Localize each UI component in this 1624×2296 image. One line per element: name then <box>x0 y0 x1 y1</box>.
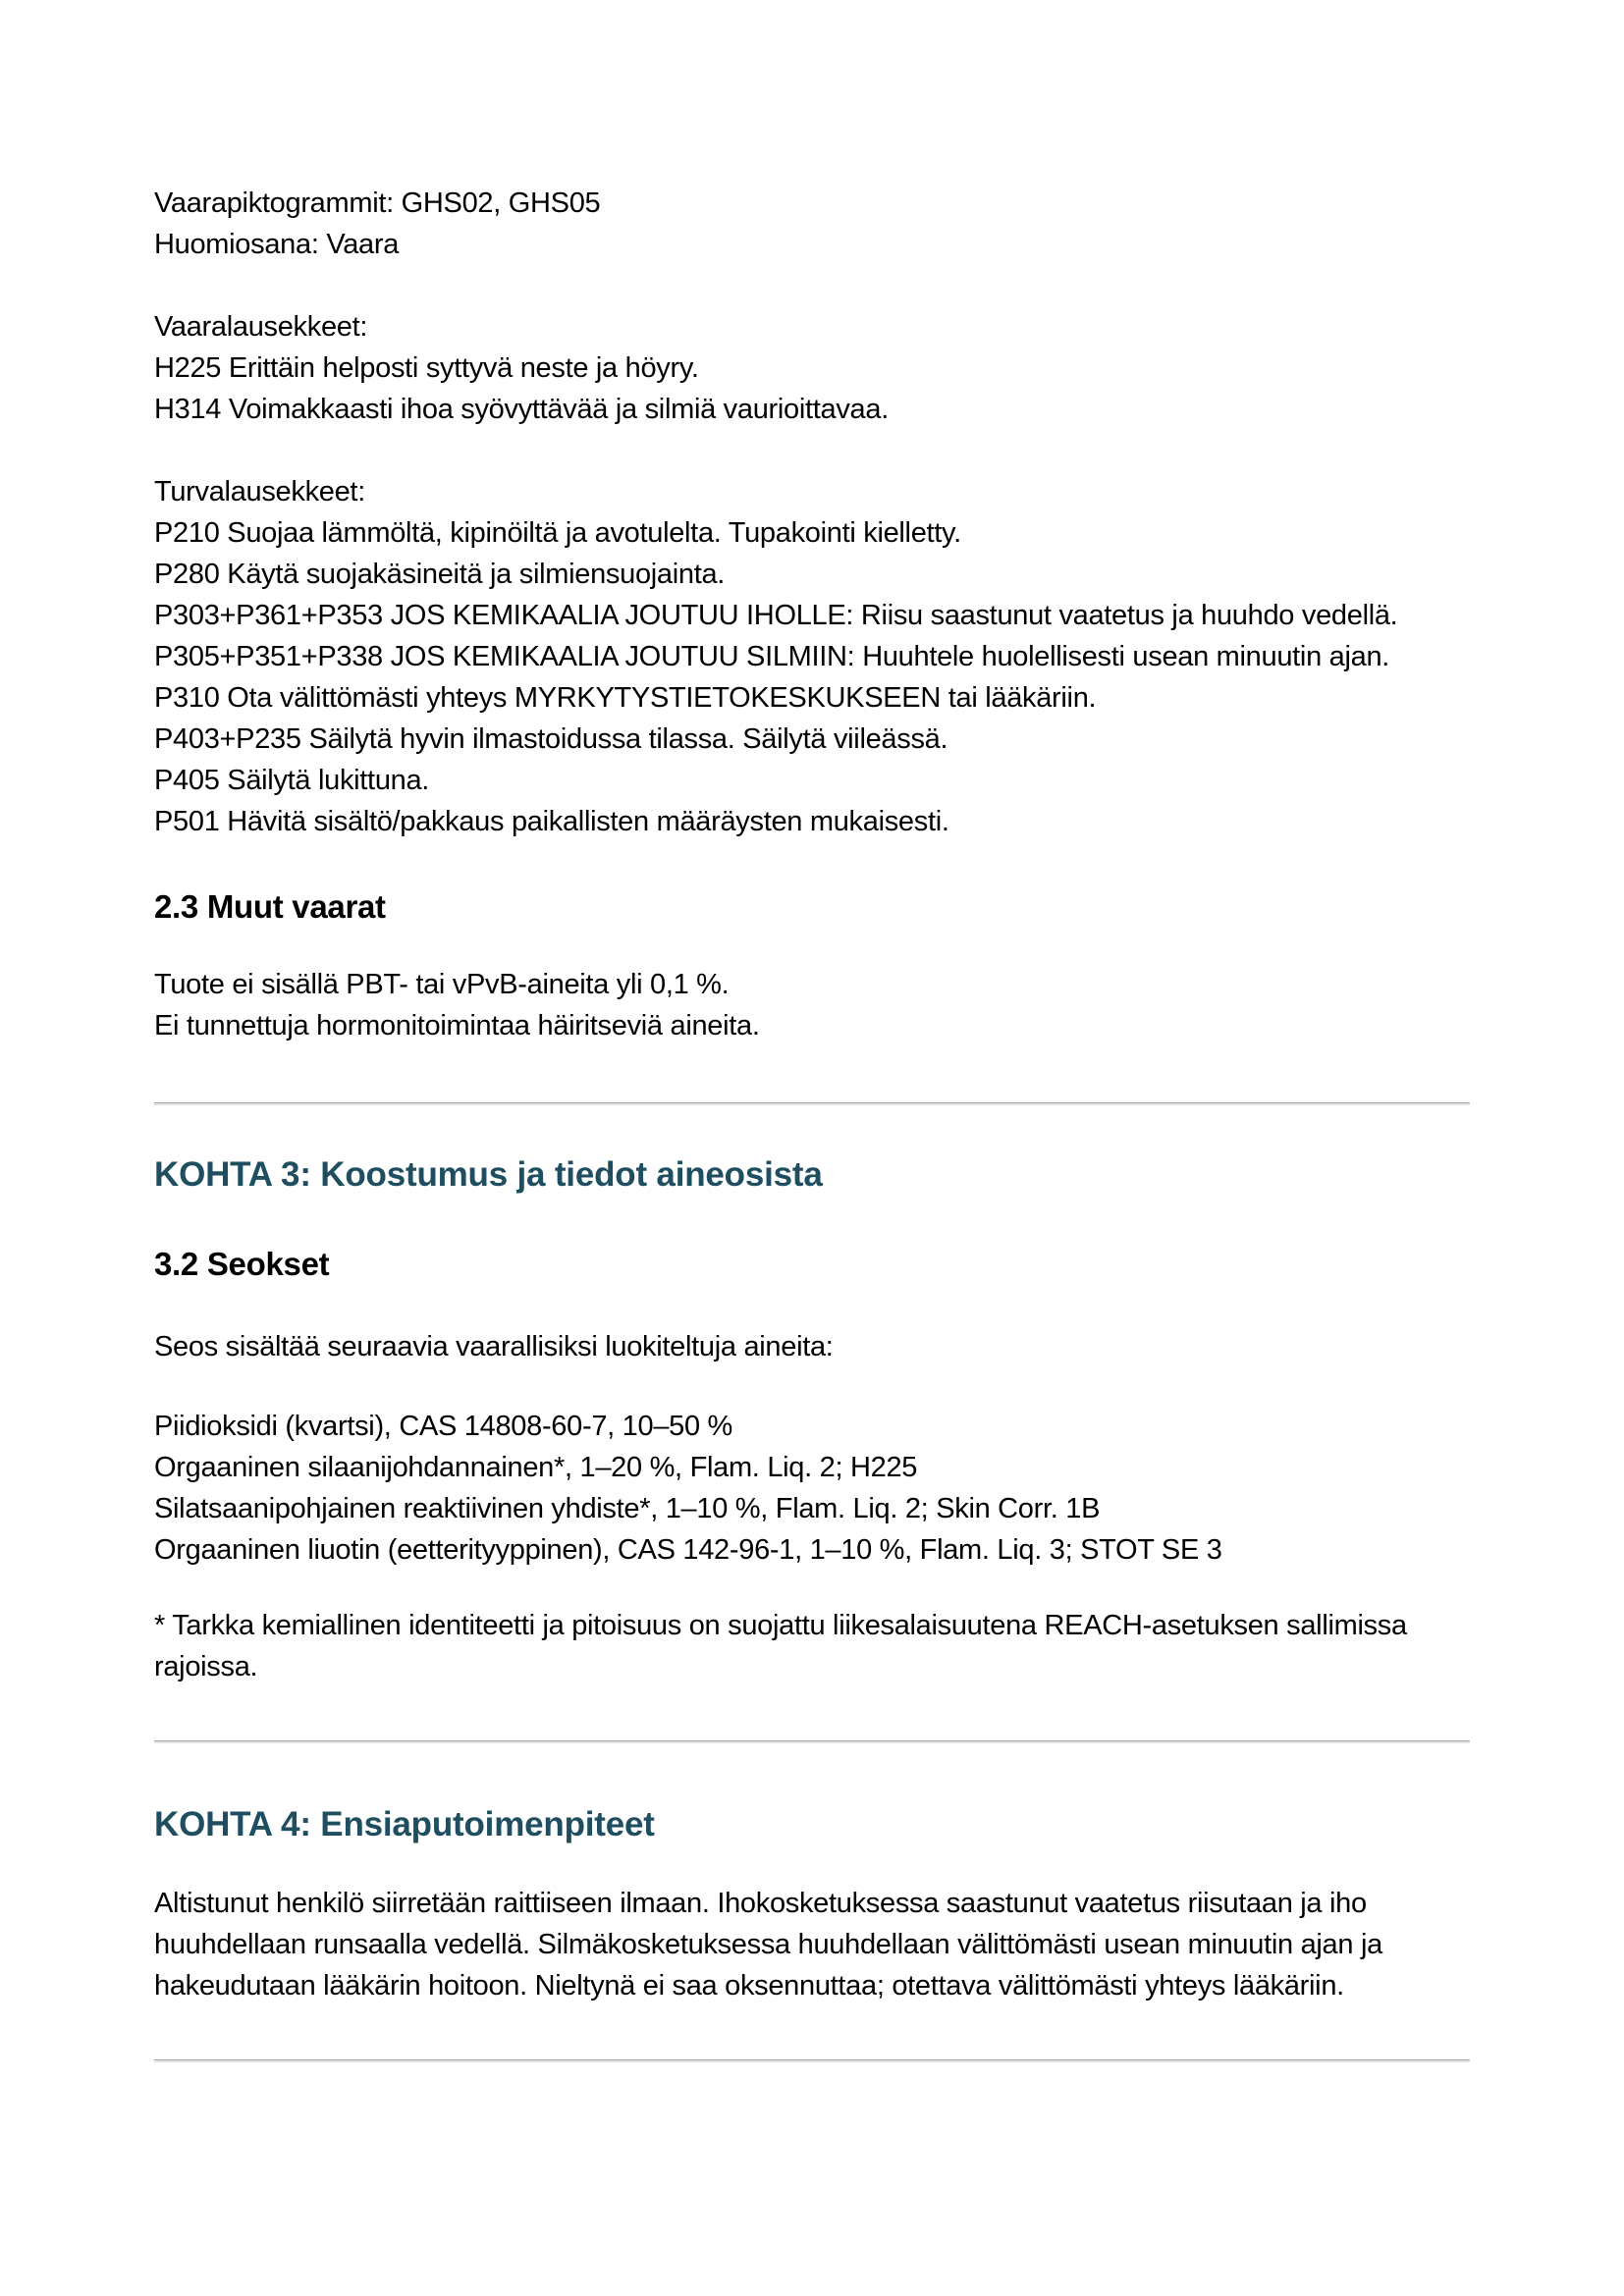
section-divider <box>154 1740 1470 1743</box>
precautionary-statement-p501: P501 Hävitä sisältö/pakkaus paikallisten määräysten mukaisesti. <box>154 806 949 837</box>
hazard-label-block <box>154 183 1470 265</box>
section-divider <box>154 1102 1470 1105</box>
precautionary-statement-p310: P310 Ota välittömästi yhteys MYRKYTYSTIETOKESKUKSEEN tai lääkäriin. <box>154 682 1097 714</box>
subsection-heading-3-2: 3.2 Seokset <box>154 1246 330 1282</box>
precautionary-statement-p210: P210 Suojaa lämmöltä, kipinöiltä ja avotulelta. Tupakointi kielletty. <box>154 517 961 549</box>
hazard-statement-h225: H225 Erittäin helposti syttyvä neste ja höyry. <box>154 352 699 384</box>
precautionary-statements-block <box>154 471 1470 842</box>
section-divider <box>154 2059 1470 2062</box>
substance-line-solvent: Orgaaninen liuotin (eetterityyppinen), CAS 142-96-1, 1–10 %, Flam. Liq. 3; STOT SE 3 <box>154 1534 1222 1566</box>
precautionary-statement-p305: P305+P351+P338 JOS KEMIKAALIA JOUTUU SILMIIN: Huuhtele huolellisesti usean minuutin ajan. <box>154 641 1390 672</box>
hazard-statement-h314: H314 Voimakkaasti ihoa syövyttävää ja silmiä vaurioittavaa. <box>154 394 889 425</box>
precautionary-statement-p303: P303+P361+P353 JOS KEMIKAALIA JOUTUU IHOLLE: Riisu saastunut vaatetus ja huuhdo vedellä. <box>154 600 1398 631</box>
pictograms-line: Vaarapiktogrammit: GHS02, GHS05 <box>154 187 601 219</box>
precautionary-statement-p403: P403+P235 Säilytä hyvin ilmastoidussa tilassa. Säilytä viileässä. <box>154 723 948 755</box>
substance-line-silazane: Silatsaanipohjainen reaktiivinen yhdiste*, 1–10 %, Flam. Liq. 2; Skin Corr. 1B <box>154 1493 1101 1524</box>
substances-list <box>154 1406 1470 1571</box>
composition-footnote: * Tarkka kemiallinen identiteetti ja pitoisuus on suojattu liikesalaisuutena REACH-asetuksen sallimissa rajoissa. <box>154 1610 1407 1682</box>
section-heading-kohta-4: KOHTA 4: Ensiaputoimenpiteet <box>154 1805 655 1843</box>
substance-line-silane: Orgaaninen silaanijohdannainen*, 1–20 %, Flam. Liq. 2; H225 <box>154 1452 918 1483</box>
section-heading-kohta-3: KOHTA 3: Koostumus ja tiedot aineosista <box>154 1155 823 1194</box>
precautionary-statements-label: Turvalausekkeet: <box>154 476 365 507</box>
precautionary-statement-p280: P280 Käytä suojakäsineitä ja silmiensuojainta. <box>154 559 726 590</box>
other-hazards-line-endocrine: Ei tunnettuja hormonitoimintaa häiritseviä aineita. <box>154 1010 760 1041</box>
other-hazards-block <box>154 964 1470 1046</box>
first-aid-paragraph: Altistunut henkilö siirretään raittiiseen ilmaan. Ihokosketuksessa saastunut vaatetus riisutaan ja iho huuhdellaan runsaalla vedellä. Silmäkosketuksessa huuhdellaan välittömästi usean minuutin ajan ja hakeudutaan lääkärin hoitoon. Nieltynä ei saa oksennuttaa; otettava välittömästi yhteys lääkäriin. <box>154 1888 1382 2002</box>
hazard-statements-label: Vaaralausekkeet: <box>154 311 368 343</box>
mixture-intro: Seos sisältää seuraavia vaarallisiksi luokiteltuja aineita: <box>154 1331 834 1362</box>
subsection-heading-2-3: 2.3 Muut vaarat <box>154 888 386 925</box>
hazard-statements-block <box>154 306 1470 430</box>
signal-word-line: Huomiosana: Vaara <box>154 229 400 260</box>
other-hazards-line-pbt: Tuote ei sisällä PBT- tai vPvB-aineita yli 0,1 %. <box>154 969 730 1000</box>
precautionary-statement-p405: P405 Säilytä lukittuna. <box>154 765 430 796</box>
substance-line-silica: Piidioksidi (kvartsi), CAS 14808-60-7, 10–50 % <box>154 1411 733 1442</box>
